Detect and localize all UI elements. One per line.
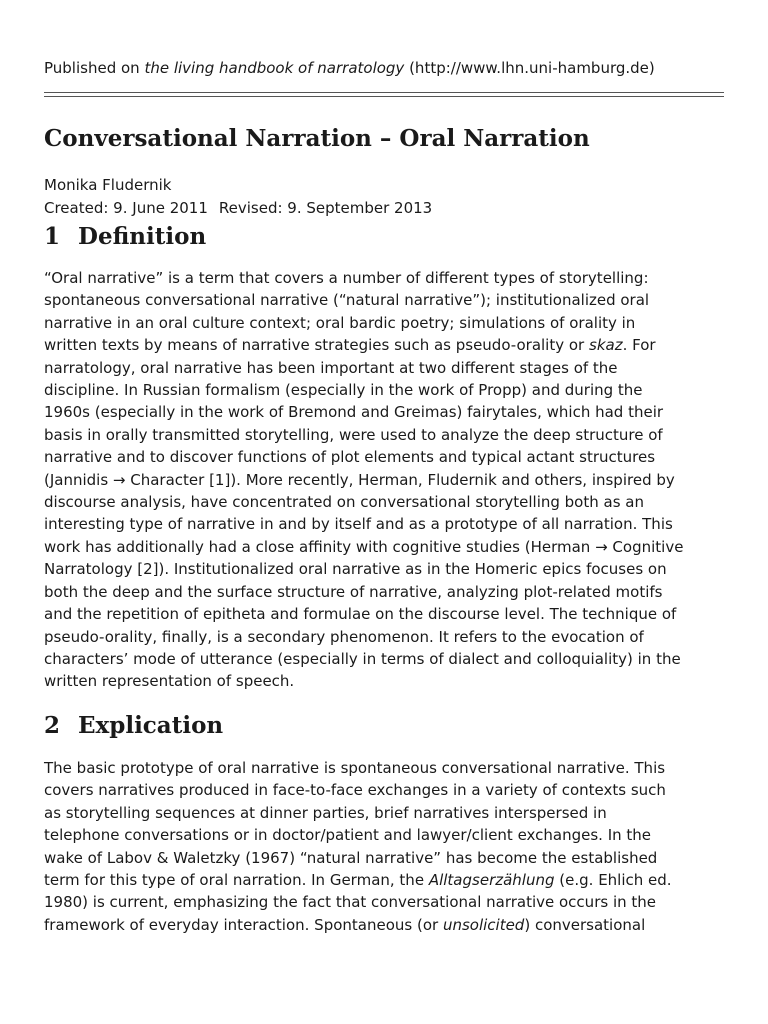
publication-line — [44, 58, 655, 78]
text-line: written representation of speech. — [44, 672, 295, 691]
text-line: telephone conversations or in doctor/patient and lawyer/client exchanges. In the — [44, 826, 652, 845]
text-line: basis in orally transmitted storytelling, were used to analyze the deep structure of — [44, 425, 663, 444]
publication-url[interactable]: (http://www.lhn.uni-hamburg.de) — [404, 59, 655, 77]
text-line: characters’ mode of utterance (especially in terms of dialect and colloquiality) in the — [44, 649, 681, 668]
published-prefix: Published on — [44, 59, 145, 77]
text-line: and the repetition of epitheta and formulae on the discourse level. The technique of — [44, 605, 677, 624]
text-line: spontaneous conversational narrative (“natural narrative”); institutionalized oral — [44, 291, 650, 310]
text-line: as storytelling sequences at dinner parties, brief narratives interspersed in — [44, 803, 607, 822]
section-number: 2 — [44, 712, 61, 739]
text-line: both the deep and the surface structure of narrative, analyzing plot-related motifs — [44, 582, 663, 601]
text-line: (Jannidis → Character [1]). More recently, Herman, Fludernik and others, inspired by — [44, 470, 675, 489]
text-line: wake of Labov & Waletzky (1967) “natural narrative” has become the established — [44, 848, 658, 867]
text-line: discipline. In Russian formalism (especially in the work of Propp) and during the — [44, 381, 643, 400]
text-run: term for this type of oral narration. In German, the — [44, 871, 429, 890]
text-line: “Oral narrative” is a term that covers a number of different types of storytelling: — [44, 269, 649, 287]
text-run: . For — [622, 336, 656, 355]
text-line: narrative and to discover functions of plot elements and typical actant structures — [44, 448, 656, 467]
explication-paragraph — [44, 757, 734, 936]
italic-term: skaz — [589, 336, 623, 355]
definition-paragraph — [44, 267, 734, 693]
article-dates — [44, 197, 432, 219]
text-line — [44, 914, 734, 936]
text-line: narrative in an oral culture context; oral bardic poetry; simulations of orality in — [44, 313, 636, 332]
text-run: ) conversational — [524, 915, 646, 934]
text-line: pseudo-orality, finally, is a secondary phenomenon. It refers to the evocation of — [44, 627, 644, 646]
text-run: (e.g. Ehlich ed. — [554, 871, 672, 890]
text-run: framework of everyday interaction. Spontaneous (or — [44, 915, 443, 934]
section-title: Explication — [78, 712, 224, 739]
text-run: written texts by means of narrative strategies such as pseudo-orality or — [44, 336, 589, 355]
text-line: work has additionally had a close affinity with cognitive studies (Herman → Cognitive — [44, 537, 684, 556]
revised-date: Revised: 9. September 2013 — [218, 199, 433, 217]
header-rule — [44, 92, 724, 97]
text-line: covers narratives produced in face-to-face exchanges in a variety of contexts such — [44, 781, 666, 800]
text-line: discourse analysis, have concentrated on conversational storytelling both as an — [44, 493, 644, 512]
section-heading-definition — [44, 222, 206, 252]
text-line: interesting type of narrative in and by itself and as a prototype of all narration. This — [44, 515, 673, 534]
article-author: Monika Fludernik — [44, 176, 172, 194]
italic-term: Alltagserzählung — [428, 871, 555, 890]
section-number: 1 — [44, 223, 61, 250]
text-line: 1980) is current, emphasizing the fact that conversational narrative occurs in the — [44, 893, 656, 912]
section-heading-explication — [44, 711, 223, 741]
created-date: Created: 9. June 2011 — [44, 199, 208, 217]
text-line: The basic prototype of oral narrative is spontaneous conversational narrative. This — [44, 759, 666, 777]
text-line: Narratology [2]). Institutionalized oral narrative as in the Homeric epics focuses on — [44, 560, 667, 579]
section-title: Definition — [78, 223, 207, 250]
publication-name: the living handbook of narratology — [144, 59, 405, 77]
article-title: Conversational Narration – Oral Narration — [44, 125, 590, 152]
text-line: 1960s (especially in the work of Bremond and Greimas) fairytales, which had their — [44, 403, 664, 422]
text-line — [44, 334, 734, 356]
italic-term: unsolicited — [442, 915, 525, 934]
text-line — [44, 869, 734, 891]
text-line: narratology, oral narrative has been important at two different stages of the — [44, 358, 618, 377]
